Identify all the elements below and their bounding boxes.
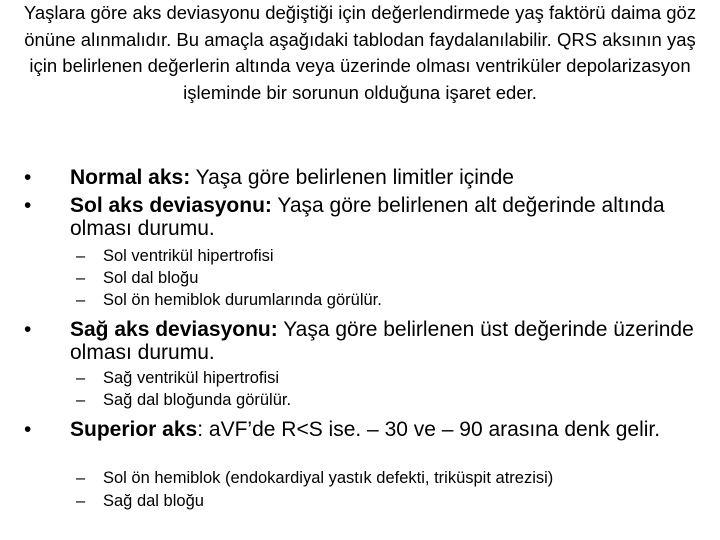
dash-marker: – bbox=[76, 469, 86, 487]
dash-marker: – bbox=[76, 391, 86, 409]
sub-item bbox=[76, 368, 706, 388]
bullet-marker: • bbox=[24, 166, 32, 189]
sub-item bbox=[76, 390, 706, 410]
dash-marker: – bbox=[76, 291, 86, 309]
sub-item-text: Sağ dal bloğunda görülür. bbox=[103, 391, 292, 409]
sub-item bbox=[76, 468, 706, 488]
term-description: Yaşa göre belirlenen üst değerinde üzerinde olması durumu. bbox=[70, 318, 694, 364]
dash-marker: – bbox=[76, 369, 86, 387]
sub-item-text: Sol ventrikül hipertrofisi bbox=[103, 247, 274, 265]
term-description: Yaşa göre belirlenen limitler içinde bbox=[190, 166, 514, 189]
sub-item-text: Sol ön hemiblok durumlarında görülür. bbox=[103, 291, 382, 309]
sub-item bbox=[76, 491, 706, 511]
bullet-item-normal-aks bbox=[24, 166, 704, 189]
dash-marker: – bbox=[76, 269, 86, 287]
term-label: Superior aks bbox=[70, 418, 198, 441]
sub-item bbox=[76, 246, 706, 266]
term-description: : aVF’de R<S ise. – 30 ve – 90 arasına denk gelir. bbox=[197, 418, 661, 441]
term-label: Normal aks: bbox=[70, 166, 191, 189]
term-description: Yaşa göre belirlenen alt değerinde altında olması durumu. bbox=[70, 194, 665, 240]
sub-item-text: Sağ dal bloğu bbox=[103, 492, 204, 510]
dash-marker: – bbox=[76, 247, 86, 265]
bullet-item-sol-aks-deviasyonu bbox=[24, 194, 704, 240]
sub-item-text: Sol dal bloğu bbox=[103, 269, 199, 287]
bullet-marker: • bbox=[24, 194, 32, 217]
intro-paragraph: Yaşlara göre aks deviasyonu değiştiği için değerlendirmede yaş faktörü daima göz önüne alınmalıdır. Bu amaçla aşağıdaki tablodan faydalanılabilir. QRS aksının yaş için belirlenen değerlerin altında veya üzerinde olması ventriküler depolarizasyon işleminde bir sorunun olduğuna işaret eder. bbox=[23, 2, 697, 103]
bullet-item-superior-aks bbox=[24, 418, 704, 441]
term-label: Sağ aks deviasyonu: bbox=[70, 318, 278, 341]
sub-item-text: Sağ ventrikül hipertrofisi bbox=[103, 369, 280, 387]
sub-item-text: Sol ön hemiblok (endokardiyal yastık defekti, triküspit atrezisi) bbox=[103, 469, 554, 487]
sub-item bbox=[76, 268, 706, 288]
bullet-marker: • bbox=[24, 318, 32, 341]
sub-item bbox=[76, 290, 706, 310]
bullet-item-sag-aks-deviasyonu bbox=[24, 318, 704, 364]
term-label: Sol aks deviasyonu: bbox=[70, 194, 272, 217]
dash-marker: – bbox=[76, 492, 86, 510]
bullet-marker: • bbox=[24, 418, 32, 441]
